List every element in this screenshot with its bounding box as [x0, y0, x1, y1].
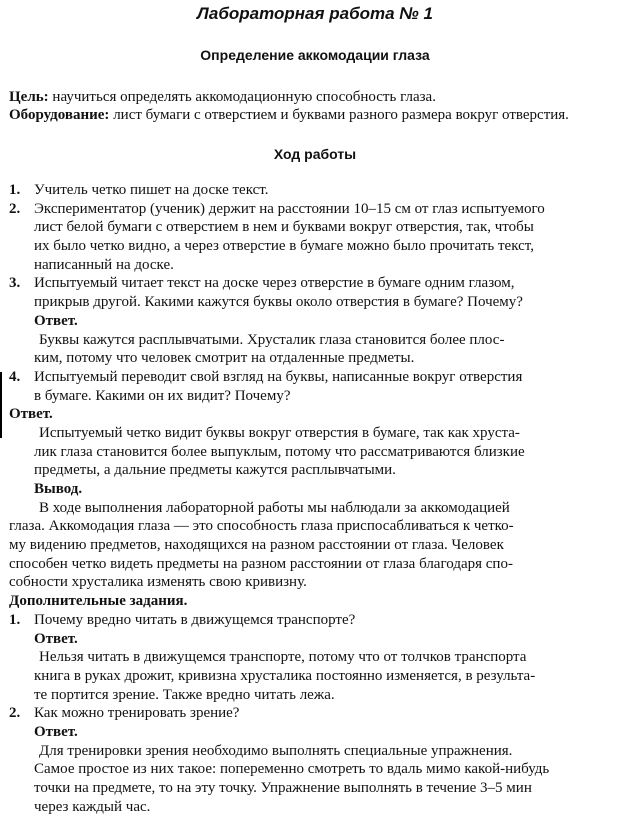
line-text: точки на предмете, то на эту точку. Упражнение выполнять в течение 3–5 мин	[34, 780, 532, 796]
aim-text: научиться определять аккомодационную способность глаза.	[48, 89, 436, 105]
text-line	[9, 742, 621, 761]
line-text: лик глаза становится более выпуклым, потому что рассматриваются близкие	[34, 443, 525, 460]
line-text: прикрыв другой. Какими кажутся буквы около отверстия в бумаге? Почему?	[34, 294, 523, 311]
text-line	[9, 499, 621, 518]
line-text: глаза. Аккомодация глаза — это способность глаза приспосабливаться к четко-	[9, 518, 514, 535]
text-line	[9, 274, 621, 293]
line-text: те портится зрение. Также вредно читать лежа.	[34, 686, 335, 703]
text-line	[9, 218, 621, 237]
line-text: Испытуемый переводит свой взгляд на буквы, написанные вокруг отверстия	[34, 368, 523, 385]
equipment-label: Оборудование:	[9, 107, 110, 123]
text-line	[9, 592, 621, 611]
text-line	[9, 312, 621, 331]
line-text: Испытуемый читает текст на доске через отверстие в бумаге одним глазом,	[34, 275, 515, 292]
text-line	[9, 461, 621, 480]
item-number: 1.	[9, 611, 21, 628]
text-line	[9, 387, 621, 406]
line-text: Для тренировки зрения необходимо выполнять специальные упражнения.	[39, 742, 513, 759]
page-title: Лабораторная работа № 1	[197, 4, 433, 23]
procedure-heading: Ход работы	[273, 146, 357, 162]
section-label: Ответ.	[34, 312, 78, 329]
aim-line	[9, 88, 620, 106]
line-text: Испытуемый четко видит буквы вокруг отверстия в бумаге, так как хруста-	[39, 424, 520, 441]
text-line	[9, 648, 621, 667]
line-text: В ходе выполнения лабораторной работы мы наблюдали за аккомодацией	[39, 499, 510, 516]
line-text: книга в руках дрожит, кривизна хрусталика постоянно изменяется, в результа-	[34, 667, 536, 684]
line-text: написанный на доске.	[34, 256, 174, 273]
section-label: Вывод.	[34, 481, 83, 497]
text-line	[9, 630, 621, 649]
equipment-line	[9, 106, 620, 124]
section-label: Ответ.	[34, 723, 78, 740]
equipment-text: лист бумаги с отверстием и буквами разного размера вокруг отверстия.	[109, 107, 569, 123]
text-line	[9, 424, 621, 443]
text-line	[9, 704, 621, 723]
line-text: собности хрусталика изменять свою кривизну.	[9, 574, 307, 591]
text-line	[9, 200, 621, 219]
text-line	[9, 536, 621, 555]
text-line	[9, 181, 621, 200]
line-text: Нельзя читать в движущемся транспорте, потому что от толчков транспорта	[39, 649, 527, 666]
aim-block	[9, 88, 620, 124]
text-line	[9, 667, 621, 686]
line-text: лист белой бумаги с отверстием в нем и буквами вокруг отверстия, так, чтобы	[34, 219, 534, 236]
text-line	[9, 611, 621, 630]
text-line	[9, 480, 621, 499]
line-text: ким, потому что человек смотрит на отдаленные предметы.	[34, 350, 415, 367]
item-number: 4.	[9, 368, 21, 385]
line-text: Экспериментатор (ученик) держит на расстоянии 10–15 см от глаз испытуемого	[34, 200, 545, 217]
item-number: 1.	[9, 182, 21, 198]
line-text: способен четко видеть предметы на разном расстоянии от глаза благодаря спо-	[9, 555, 513, 572]
text-line	[9, 760, 621, 779]
item-number: 3.	[9, 275, 21, 292]
text-line	[9, 686, 621, 705]
line-text: Буквы кажутся расплывчатыми. Хрусталик глаза становится более плос-	[39, 331, 505, 348]
text-line	[9, 798, 621, 816]
item-number: 2.	[9, 200, 21, 217]
line-text: предметы, а дальние предметы кажутся расплывчатыми.	[34, 462, 396, 479]
text-line	[9, 517, 621, 536]
text-line	[9, 368, 621, 387]
line-text: Почему вредно читать в движущемся транспорте?	[34, 611, 356, 628]
text-line	[9, 573, 621, 592]
line-text: Учитель четко пишет на доске текст.	[34, 182, 269, 198]
text-line	[9, 331, 621, 350]
item-number: 2.	[9, 705, 21, 722]
text-line	[9, 555, 621, 574]
text-line	[9, 723, 621, 742]
section-label: Ответ.	[9, 406, 53, 423]
text-line	[9, 779, 621, 798]
text-line	[9, 256, 621, 275]
procedure-body	[9, 181, 621, 816]
text-line	[9, 237, 621, 256]
page-subtitle: Определение аккомодации глаза	[200, 47, 430, 63]
text-line	[9, 405, 621, 424]
line-text: Как можно тренировать зрение?	[34, 705, 240, 722]
line-text: их было четко видно, а через отверстие в бумаге можно было прочитать текст,	[34, 238, 534, 255]
line-text: через каждый час.	[34, 798, 151, 815]
line-text: в бумаге. Какими он их видит? Почему?	[34, 387, 291, 404]
aim-label: Цель:	[9, 89, 49, 105]
text-line	[9, 443, 621, 462]
margin-mark	[0, 372, 2, 438]
text-line	[9, 349, 621, 368]
line-text: му видению предметов, находящихся на разном расстоянии от глаза. Человек	[9, 537, 504, 554]
section-label: Дополнительные задания.	[9, 593, 188, 610]
text-line	[9, 293, 621, 312]
line-text: Самое простое из них такое: попеременно смотреть то вдаль мимо какой-нибудь	[34, 761, 550, 778]
section-label: Ответ.	[34, 630, 78, 647]
